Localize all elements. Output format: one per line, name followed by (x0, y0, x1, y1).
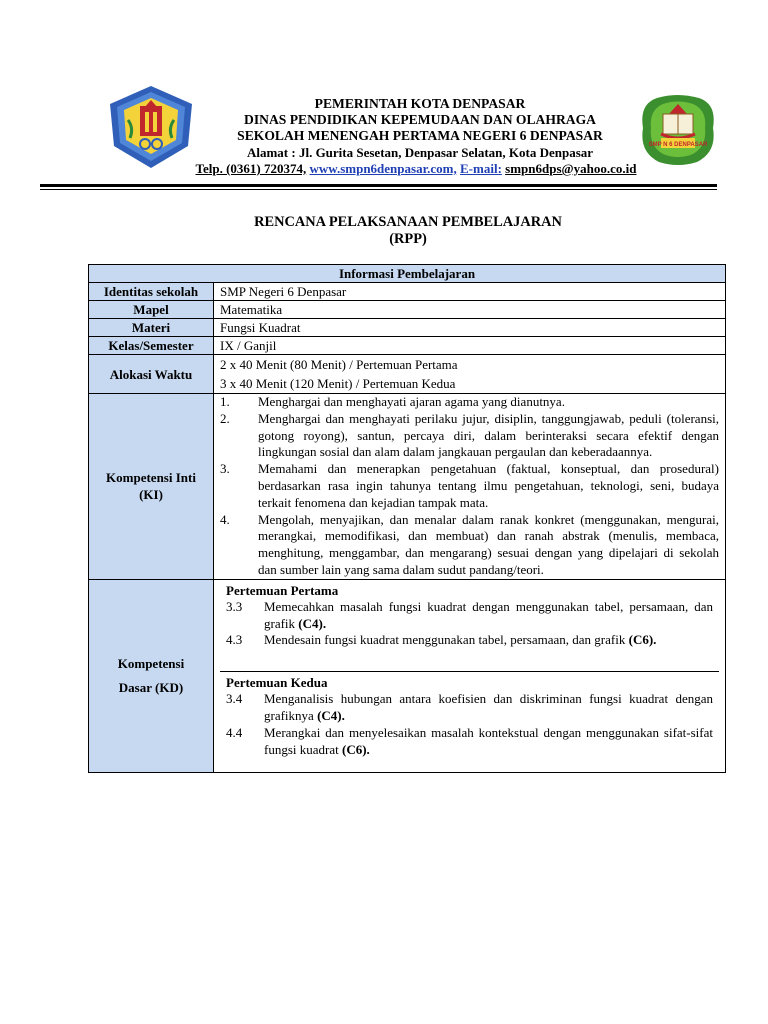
alokasi-line2: 3 x 40 Menit (120 Menit) / Pertemuan Kedua (220, 376, 456, 391)
item-tag: (C4). (298, 615, 327, 631)
item-number: 3.4 (226, 691, 243, 707)
item-number: 3. (220, 461, 230, 477)
table-row (89, 283, 726, 301)
row-value: SMP Negeri 6 Denpasar (214, 283, 726, 301)
row-label: Identitas sekolah (89, 283, 214, 301)
list-item (220, 512, 719, 579)
denpasar-city-crest-icon (106, 84, 196, 170)
email-link[interactable]: smpn6dps@yahoo.co.id (505, 160, 637, 176)
document-title (88, 214, 728, 248)
letterhead-line3: SEKOLAH MENENGAH PERTAMA NEGERI 6 DENPASAR (237, 128, 603, 144)
row-label: Kelas/Semester (89, 337, 214, 355)
item-tag: (C4). (317, 707, 345, 723)
title-line2: (RPP) (389, 231, 427, 247)
letterhead (190, 96, 650, 177)
item-number: 3.3 (226, 598, 243, 614)
item-text: Mendesain fungsi kuadrat menggunakan tabel, persamaan, dan grafik (264, 632, 626, 648)
item-tag: (C6). (628, 632, 657, 648)
table-row (89, 301, 726, 319)
item-number: 4. (220, 511, 230, 527)
info-table (88, 264, 726, 773)
email-label: E-mail: (460, 160, 502, 176)
item-body (264, 599, 713, 633)
row-label: Mapel (89, 301, 214, 319)
list-item (220, 411, 719, 461)
alokasi-value (214, 355, 726, 394)
kd-row (89, 579, 726, 773)
item-text: Menghargai dan menghayati ajaran agama yang dianutnya. (258, 394, 565, 409)
letterhead-address: Alamat : Jl. Gurita Sesetan, Denpasar Selatan, Kota Denpasar (246, 144, 594, 160)
table-header: Informasi Pembelajaran (89, 265, 726, 283)
alokasi-line1: 2 x 40 Menit (80 Menit) / Pertemuan Pertama (220, 357, 458, 372)
kd-content (214, 579, 726, 773)
item-body (264, 632, 713, 649)
ki-content (214, 394, 726, 580)
letterhead-divider-thick (40, 184, 717, 187)
list-item (226, 725, 713, 759)
row-value: Matematika (214, 301, 726, 319)
letterhead-divider-thin (40, 189, 717, 190)
table-row (89, 337, 726, 355)
item-body (264, 691, 713, 725)
row-value: IX / Ganjil (214, 337, 726, 355)
item-text: Memahami dan menerapkan pengetahuan (faktual, konseptual, dan prosedural) berdasarkan rasa ingin tahunya tentang ilmu pengetahuan, teknologi, seni, budaya terkait fenomena dan kejadian tampak mata. (258, 461, 719, 510)
title-line1: RENCANA PELAKSANAAN PEMBELAJARAN (254, 214, 562, 230)
row-label: Materi (89, 319, 214, 337)
list-item (226, 691, 713, 725)
item-text: Menganalisis hubungan antara koefisien dan diskriminan fungsi kuadrat dengan grafiknya (264, 691, 713, 723)
ki-label-line1: Kompetensi Inti (106, 470, 196, 486)
item-text: Memecahkan masalah fungsi kuadrat dengan menggunakan tabel, persamaan, dan grafik (264, 598, 713, 631)
kd-label-line2: Dasar (KD) (118, 680, 184, 696)
item-tag: (C6). (341, 741, 370, 757)
table-header-row (89, 265, 726, 283)
alokasi-label: Alokasi Waktu (89, 355, 214, 394)
kd-meeting1-list (226, 599, 713, 649)
meeting1-title: Pertemuan Pertama (226, 582, 339, 598)
kd-label-line1: Kompetensi (117, 656, 185, 672)
letterhead-contact (186, 161, 646, 177)
list-item (226, 599, 713, 633)
item-text: Merangkai dan menyelesaikan masalah kontekstual dengan menggunakan sifat-sifat fungsi kuadrat (264, 724, 713, 757)
item-number: 1. (220, 394, 230, 409)
kd-label (89, 579, 214, 773)
kd-meeting1 (220, 580, 719, 672)
kd-meeting2 (220, 672, 719, 772)
ki-label-line2: (KI) (139, 487, 163, 503)
item-body (264, 725, 713, 759)
ki-list (220, 394, 719, 579)
table-row (89, 319, 726, 337)
emblem-text: SMP N 6 DENPASAR (648, 142, 708, 148)
letterhead-phone: Telp. (0361) 720374, (195, 160, 307, 176)
website-link[interactable]: www.smpn6denpasar.com, (309, 160, 457, 176)
letterhead-line2: DINAS PENDIDIKAN KEPEMUDAAN DAN OLAHRAGA (244, 112, 596, 128)
kd-meeting2-list (226, 691, 713, 758)
list-item (226, 632, 713, 649)
alokasi-row (89, 355, 726, 394)
item-text: Mengolah, menyajikan, dan menalar dalam ranak konkret (menggunakan, mengurai, merangkai, memodifikasi, dan membuat) dan ranah abstrak (menulis, membaca, menghitung, menggambar, dan mengarang) sesuai dengan yang dipelajari di sekolah dan sumber lain yang sama dalam sudut pandang/teori. (258, 511, 719, 577)
item-number: 2. (220, 410, 230, 426)
letterhead-line1: PEMERINTAH KOTA DENPASAR (314, 96, 526, 111)
item-number: 4.3 (226, 632, 243, 648)
item-number: 4.4 (226, 724, 243, 740)
ki-label (89, 394, 214, 580)
meeting2-title: Pertemuan Kedua (226, 675, 328, 691)
list-item (220, 461, 719, 511)
ki-row (89, 394, 726, 580)
item-text: Menghargai dan menghayati perilaku jujur, disiplin, tanggungjawab, peduli (toleransi, gotong royong), santun, percaya diri, dalam berinteraksi secara efektif dengan lingkungan sosial dan alam dalam jangkauan pergaulan dan keberadaannya. (258, 410, 719, 460)
list-item (220, 394, 719, 411)
row-value: Fungsi Kuadrat (214, 319, 726, 337)
